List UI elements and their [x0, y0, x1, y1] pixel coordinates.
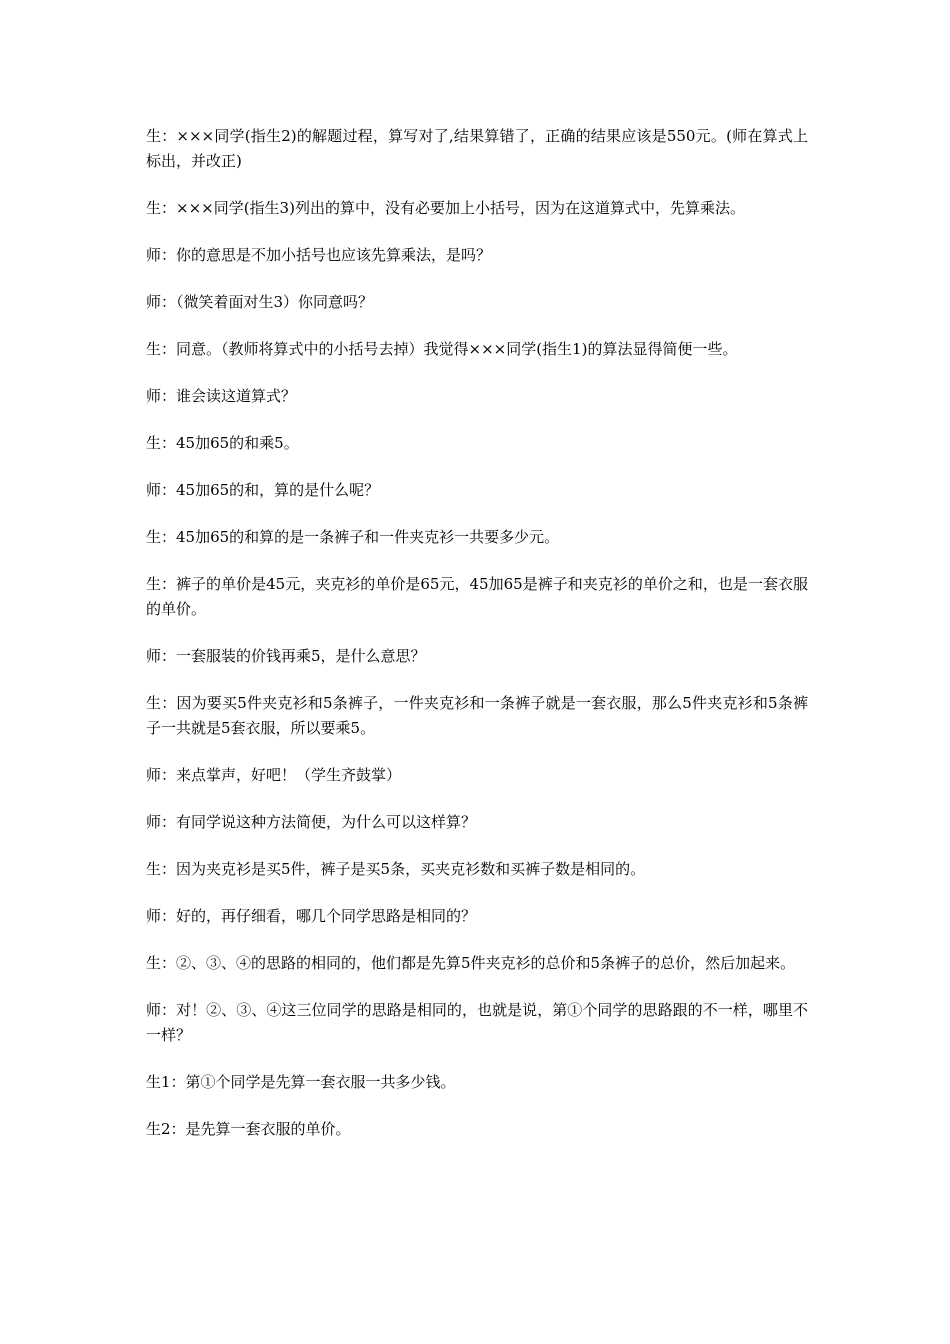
paragraph: 师：谁会读这道算式？ — [146, 387, 297, 405]
paragraph: 师：（微笑着面对生3）你同意吗？ — [146, 293, 374, 311]
paragraph: 生：②、③、④的思路的相同的，他们都是先算5件夹克衫的总价和5条裤子的总价，然后加起来。 — [146, 954, 796, 972]
paragraph: 师：一套服装的价钱再乘5，是什么意思？ — [146, 647, 426, 665]
paragraph: 生：45加65的和乘5。 — [146, 434, 299, 452]
paragraph: 师：好的，再仔细看，哪几个同学思路是相同的？ — [146, 907, 477, 925]
paragraph: 生：45加65的和算的是一条裤子和一件夹克衫一共要多少元。 — [146, 528, 560, 546]
paragraph: 生：裤子的单价是45元，夹克衫的单价是65元，45加65是裤子和夹克衫的单价之和，也是一套衣服的单价。 — [146, 575, 808, 618]
paragraph: 师：你的意思是不加小括号也应该先算乘法，是吗？ — [146, 246, 492, 264]
paragraph: 生：×××同学(指生2)的解题过程，算写对了,结果算错了，正确的结果应该是550元。(师在算式上标出，并改正) — [146, 127, 808, 170]
paragraph: 生：因为夹克衫是买5件，裤子是买5条，买夹克衫数和买裤子数是相同的。 — [146, 860, 646, 878]
paragraph: 生1：第①个同学是先算一套衣服一共多少钱。 — [146, 1073, 456, 1091]
paragraph: 生：同意。（教师将算式中的小括号去掉）我觉得×××同学(指生1)的算法显得简便一些。 — [146, 340, 738, 358]
paragraph: 生：因为要买5件夹克衫和5条裤子，一件夹克衫和一条裤子就是一套衣服，那么5件夹克衫和5条裤子一共就是5套衣服，所以要乘5。 — [146, 694, 808, 737]
paragraph: 师：有同学说这种方法简便，为什么可以这样算？ — [146, 813, 477, 831]
paragraph: 师：对！②、③、④这三位同学的思路是相同的，也就是说，第①个同学的思路跟的不一样，哪里不一样？ — [146, 1001, 808, 1044]
paragraph: 师：45加65的和，算的是什么呢？ — [146, 481, 380, 499]
paragraph: 师：来点掌声，好吧！（学生齐鼓掌） — [146, 766, 402, 784]
paragraph: 生2：是先算一套衣服的单价。 — [146, 1120, 351, 1138]
paragraph: 生：×××同学(指生3)列出的算中，没有必要加上小括号，因为在这道算式中，先算乘法。 — [146, 199, 745, 217]
